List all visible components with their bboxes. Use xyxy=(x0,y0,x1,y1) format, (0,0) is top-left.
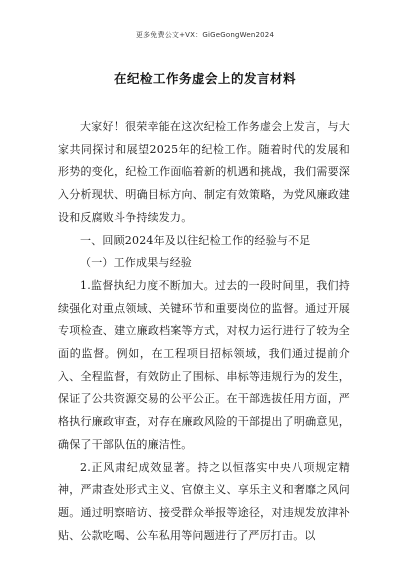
header-note: 更多免费公文+VX：GiGeGongWen2024 xyxy=(135,31,275,39)
paragraph-supervision: 1.监督执纪力度不断加大。过去的一段时间里，我们持续强化对重点领域、关键环节和重要岗位的监督。通过开展专项检查、建立廉政档案等方式，对权力运行进行了较为全面的监督。例如，在工程项目招标领域，我们通过提前介入、全程监督，有效防止了围标、串标等违规行为的发生，保证了公共资源交易的公平公正。在干部选拔任用方面，严格执行廉政审查，对存在廉政风险的干部提出了明确意见，确保了干部队伍的廉洁性。 xyxy=(58,278,350,451)
paragraph-intro: 大家好！很荣幸能在这次纪检工作务虚会上发言，与大家共同探讨和展望2025年的纪检工作。随着时代的发展和形势的变化，纪检工作面临着新的机遇和挑战，我们需要深入分析现状、明确目标方向、制定有效策略，为党风廉政建设和反腐败斗争持续发力。 xyxy=(58,120,350,224)
document-body xyxy=(58,116,350,547)
document-title: 在纪检工作务虚会上的发言材料 xyxy=(113,71,296,86)
paragraph-discipline: 2.正风肃纪成效显著。持之以恒落实中央八项规定精神，严肃查处形式主义、官僚主义、享乐主义和奢靡之风问题。通过明察暗访、接受群众举报等途径，对违规发放津补贴、公款吃喝、公车私用等问题进行了严厉打击。以 xyxy=(58,460,350,542)
section-heading: 一、回顾2024年及以往纪检工作的经验与不足 xyxy=(80,233,311,247)
subsection-heading: （一）工作成果与经验 xyxy=(80,256,192,270)
